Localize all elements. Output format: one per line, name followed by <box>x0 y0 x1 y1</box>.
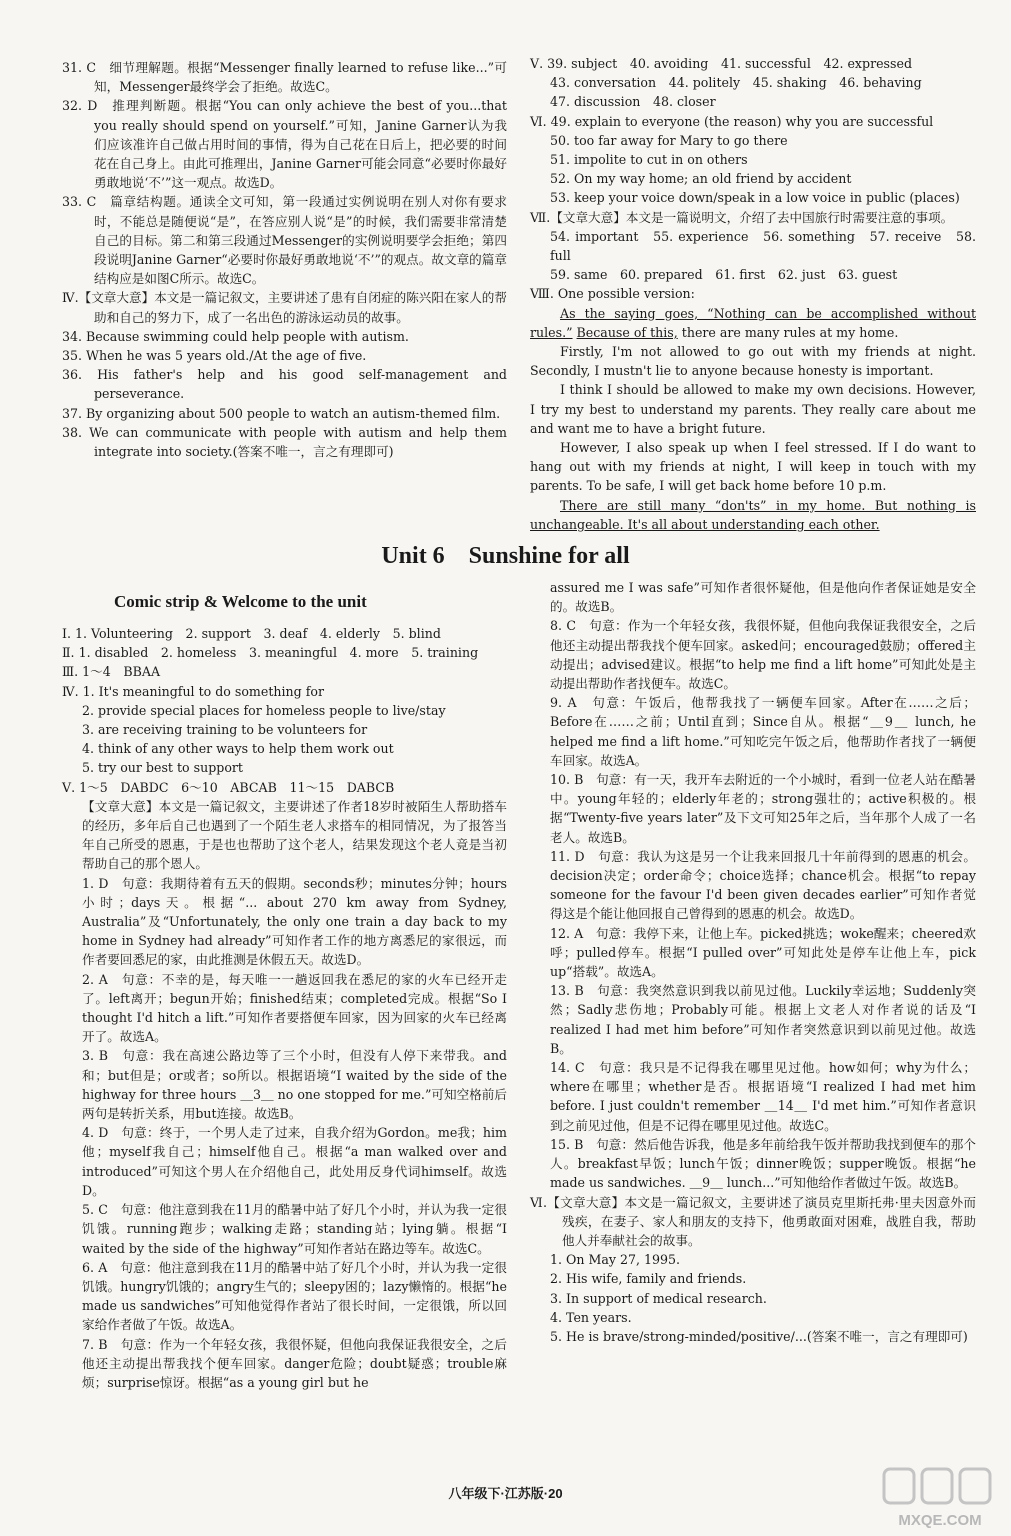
essay-underline-quote: As the saying goes, “Nothing can be accomplished without rules.” <box>530 305 976 340</box>
essay-paragraph-3: I think I should be allowed to make my own decisions. However, I try my best to understand my parents. They really care about me and want me to have a bright future. <box>530 382 976 436</box>
cloze-explanation-4: 4. D 句意：终于，一个男人走了过来，自我介绍为Gordon。me我；him他；myself我自己；himself他自己。根据“a man walked over and introduced”可知这个男人在介绍他自己，此处用反身代词himself。故选D。 <box>82 1125 507 1198</box>
essay-paragraph-4: However, I also speak up when I feel stressed. If I do want to hang out with my friends at night, I will keep in touch with my parents. To be safe, I will get back home before 10 p.m. <box>530 440 976 494</box>
answer-34: 34. Because swimming could help people with autism. <box>62 328 409 344</box>
watermark-text: MXQE.COM <box>898 1512 982 1529</box>
page-footer: 八年级下·江苏版·20 <box>448 1486 563 1501</box>
section-3-answers: Ⅲ. 1～4 BBAA <box>62 664 161 680</box>
answer-35: 35. When he was 5 years old./At the age of five. <box>62 348 367 364</box>
section-5-line-2: 43. conversation 44. politely 45. shaking 46. behaving <box>550 75 922 91</box>
section-4-answer-3: 3. are receiving training to be volunteers for <box>82 722 368 738</box>
answer-33: 33. C 篇章结构题。通读全文可知，第一段通过实例说明在别人对你有要求时，不能总是随便说“是”，在答应别人说“是”的时候，我们需要非常清楚自己的目标。第二和第三段通过Messenger的实例说明要学会拒绝；第四段说明Janine Garner“必要时你最好勇敢地说‘不’”的观点。故文章的篇章结构应是如图C所示。故选C。 <box>62 194 507 287</box>
reading-answer-4: 4. Ten years. <box>550 1309 632 1325</box>
watermark-logo <box>880 1465 1000 1531</box>
cloze-explanation-6: 6. A 句意：他注意到我在11月的酷暑中站了好几个小时，并认为我一定很饥饿。hungry饥饿的；angry生气的；sleepy困的；lazy懒惰的。根据“he made us sandwiches”可知他觉得作者站了很长时间，一定很饿，所以回家给作者做了午饭。故选A。 <box>82 1259 507 1333</box>
cloze-explanation-9: 9. A 句意：午饭后，他帮我找了一辆便车回家。After在……之后；Before在……之前；Until直到；Since自从。根据“＿9＿ lunch, he helped me find a lift home.”可知吃完午饭之后，他帮助作者找了一辆便车回家。故选A。 <box>550 695 976 768</box>
cloze-explanation-13: 13. B 句意：我突然意识到我以前见过他。Luckily幸运地；Suddenly突然；Sadly悲伤地；Probably可能。根据上文老人对作者说的话及“I realized I had met him before”可知作者突然意识到以前见过他。故选B。 <box>550 983 976 1056</box>
essay-p1-rest: there are many rules at my home. <box>677 324 899 340</box>
answers-59-63: 59. same 60. prepared 61. first 62. just 63. guest <box>550 267 898 283</box>
section-5-line-1: Ⅴ. 39. subject 40. avoiding 41. successful 42. expressed <box>530 56 913 71</box>
cloze-explanation-7: 7. B 句意：作为一个年轻女孩，我很怀疑，但他向我保证我很安全，之后他还主动提出帮我找个便车回家。danger危险；doubt疑惑；trouble麻烦；surprise惊讶。根据“as a young girl but he <box>82 1336 507 1390</box>
section-2-answers: Ⅱ. 1. disabled 2. homeless 3. meaningful 4. more 5. training <box>62 645 479 661</box>
answers-bottom-left-column <box>62 590 507 1392</box>
cloze-explanation-8: 8. C 句意：作为一个年轻女孩，我很怀疑，但他向我保证我很安全，之后他还主动提出帮我找个便车回家。asked问；encouraged鼓励；offered主动提出；advised建议。根据“to help me find a lift home”可知此处是主动提出帮助作者找便车。故选C。 <box>550 618 976 692</box>
cloze-explanation-11: 11. D 句意：我认为这是另一个让我来回报几十年前得到的恩惠的机会。decision决定；order命令；choice选择；chance机会。根据“to repay someone for the favour I'd been given decades earlier”可知作者觉得这是个能让他回报自己曾得到的恩惠的机会。故选D。 <box>550 848 976 922</box>
answer-51: 51. impolite to cut in on others <box>550 152 748 168</box>
section-heading: Comic strip & Welcome to the unit <box>114 592 367 611</box>
section-4-answer-4: 4. think of any other ways to help them work out <box>82 741 394 757</box>
section-4-answer-5: 5. try our best to support <box>82 760 243 776</box>
answer-31: 31. C 细节理解题。根据“Messenger finally learned to refuse like...”可知，Messenger最终学会了拒绝。故选C。 <box>62 60 507 95</box>
cloze-explanation-3: 3. B 句意：我在高速公路边等了三个小时，但没有人停下来带我。and和；but但是；or或者；so所以。根据语境“I waited by the side of the highway for three hours ＿3＿ no one stopped for me.”可知空格前后两句是转折关系，用but连接。故选B。 <box>82 1048 507 1122</box>
essay-paragraph-2: Firstly, I'm not allowed to go out with my friends at night. Secondly, I mustn't lie to anyone because honesty is important. <box>530 344 976 379</box>
section-4-answer-2: 2. provide special places for homeless people to live/stay <box>82 702 446 718</box>
answer-52: 52. On my way home; an old friend by accident <box>550 171 852 187</box>
answers-top-left-column <box>62 58 507 461</box>
answer-37: 37. By organizing about 500 people to watch an autism-themed film. <box>62 405 501 421</box>
cloze-explanation-7-cont: assured me I was safe”可知作者很怀疑他，但是他向作者保证她是安全的。故选B。 <box>550 580 976 615</box>
reading-answer-3: 3. In support of medical research. <box>550 1290 767 1306</box>
essay-paragraph-1 <box>530 304 976 342</box>
cloze-explanation-15: 15. B 句意：然后他告诉我，他是多年前给我午饭并帮助我找到便车的那个人。breakfast早饭；lunch午饭；dinner晚饭；supper晚饭。根据“he made us sandwiches. ＿9＿ lunch...”可知他给作者做过午饭。故选B。 <box>550 1136 976 1191</box>
cloze-summary: 【文章大意】本文是一篇记叙文，主要讲述了作者18岁时被陌生人帮助搭车的经历，多年后自己也遇到了一个陌生老人求搭车的相同情况，为了报答当年自己所受的恩惠，于是也也帮助了这个老人，结果发现这个老人竟是当初帮助自己的那个恩人。 <box>82 798 507 872</box>
reading-answer-5: 5. He is brave/strong-minded/positive/...(答案不唯一，言之有理即可) <box>550 1328 968 1344</box>
answers-bottom-right-column <box>530 578 976 1346</box>
reading-answer-2: 2. His wife, family and friends. <box>550 1271 747 1287</box>
cloze-explanation-12: 12. A 句意：我停下来，让他上车。picked挑选；woke醒来；cheered欢呼；pulled停车。根据“I pulled over”可知此处是停车让他上车，pick up“搭载”。故选A。 <box>550 925 976 980</box>
answers-54-58: 54. important 55. experience 56. something 57. receive 58. full <box>550 228 976 264</box>
section-7-summary: Ⅶ.【文章大意】本文是一篇说明文，介绍了去中国旅行时需要注意的事项。 <box>530 209 954 225</box>
answer-53: 53. keep your voice down/speak in a low voice in public (places) <box>550 190 960 206</box>
essay-paragraph-5: There are still many “don'ts” in my home. But nothing is unchangeable. It's all about understanding each other. <box>530 497 976 532</box>
answers-top-right-column <box>530 54 976 534</box>
unit-title: Unit 6 Sunshine for all <box>381 543 630 569</box>
cloze-explanation-1: 1. D 句意：我期待着有五天的假期。seconds秒；minutes分钟；hours小时；days天。根据“... about 270 km away from Sydney, Australia”及“Unfortunately, the only one train a day back to my home in Sydney had already”可知作者工作的地方离悉尼的家很远，而作者要回悉尼的家，由此推测是休假五天。故选D。 <box>82 875 507 968</box>
answer-49: Ⅵ. 49. explain to everyone (the reason) why you are successful <box>530 113 934 129</box>
answer-38: 38. We can communicate with people with autism and help them integrate into society.(答案不唯一，言之有理即可) <box>62 424 507 460</box>
section-4-answer-1: Ⅳ. 1. It's meaningful to do something for <box>62 683 324 699</box>
section-4-summary: Ⅳ.【文章大意】本文是一篇记叙文，主要讲述了患有自闭症的陈兴阳在家人的帮助和自己的努力下，成了一名出色的游泳运动员的故事。 <box>62 290 507 325</box>
section-5-line-3: 47. discussion 48. closer <box>550 94 716 110</box>
answer-50: 50. too far away for Mary to go there <box>550 132 788 148</box>
reading-answer-1: 1. On May 27, 1995. <box>550 1252 681 1268</box>
cloze-explanation-2: 2. A 句意：不幸的是，每天唯一一趟返回我在悉尼的家的火车已经开走了。left离开；begun开始；finished结束；completed完成。根据“So I thought I'd hitch a lift.”可知作者要搭便车回家，因为回家的火车已经离开了。故选A。 <box>82 971 507 1045</box>
cloze-explanation-14: 14. C 句意：我只是不记得我在哪里见过他。how如何；why为什么；where在哪里；whether是否。根据语境“I realized I had met him before. I just couldn't remember ＿14＿ I'd met him.”可知作者意识到之前见过他，但是不记得在哪里见过他。故选C。 <box>550 1060 976 1133</box>
section-5-answers: Ⅴ. 1～5 DABDC 6～10 ABCAB 11～15 DABCB <box>62 779 395 795</box>
cloze-explanation-5: 5. C 句意：他注意到我在11月的酷暑中站了好几个小时，并认为我一定很饥饿。running跑步；walking走路；standing站；lying躺。根据“I waited by the side of the highway”可知作者站在路边等车。故选C。 <box>82 1202 507 1256</box>
section-6-summary: Ⅵ.【文章大意】本文是一篇记叙文，主要讲述了演员克里斯托弗·里夫因意外而残疾，在妻子、家人和朋友的支持下，他勇敢面对困难，战胜自我，帮助他人并奉献社会的故事。 <box>530 1194 976 1248</box>
answer-32: 32. D 推理判断题。根据“You can only achieve the best of you...that you really should spend on yourself.”可知，Janine Garner认为我们应该准许自己做占用时间的事情，得为自己花在日后上，把必要的时间花在自己身上。由此可推理出，Janine Garner可能会同意“必要时你最好勇敢地说‘不’”这一观点。故选D。 <box>62 98 507 191</box>
section-1-answers: Ⅰ. 1. Volunteering 2. support 3. deaf 4. elderly 5. blind <box>62 626 441 641</box>
essay-underline-transition: Because of this, <box>576 324 678 340</box>
section-8-heading: Ⅷ. One possible version: <box>530 286 695 302</box>
cloze-explanation-10: 10. B 句意：有一天，我开车去附近的一个小城时，看到一位老人站在酷暑中。young年轻的；elderly年老的；strong强壮的；active积极的。根据“Twenty-five years later”及下文可知25年之后，当年那个人成了一名老人。故选B。 <box>550 772 976 845</box>
answer-36: 36. His father's help and his good self-management and perseverance. <box>62 367 507 402</box>
